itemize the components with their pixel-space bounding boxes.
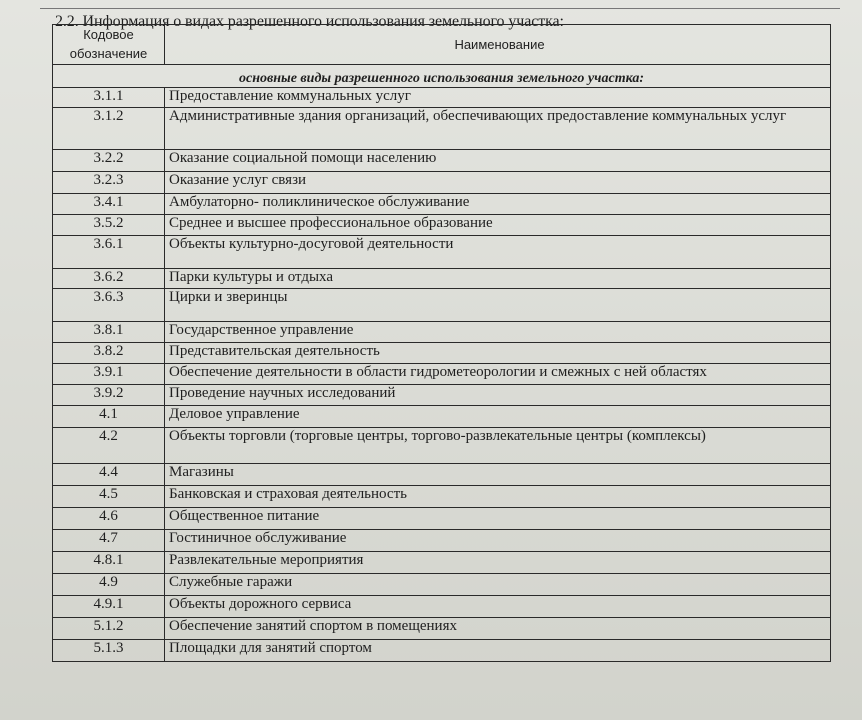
row-code: 3.9.1	[53, 364, 165, 385]
table-row	[53, 108, 831, 150]
row-name: Магазины	[165, 464, 831, 486]
row-code: 3.1.1	[53, 88, 165, 108]
column-header-name: Наименование	[165, 25, 831, 65]
row-name: Служебные гаражи	[165, 574, 831, 596]
table-row	[53, 385, 831, 406]
row-code: 3.5.2	[53, 215, 165, 236]
row-name: Административные здания организаций, обеспечивающих предоставление коммунальных услуг	[165, 108, 831, 150]
row-name: Объекты дорожного сервиса	[165, 596, 831, 618]
table-row	[53, 172, 831, 194]
row-code: 3.8.2	[53, 343, 165, 364]
table-row	[53, 343, 831, 364]
row-code: 4.2	[53, 428, 165, 464]
table-header-row	[53, 25, 831, 65]
row-name: Парки культуры и отдыха	[165, 269, 831, 289]
row-name: Гостиничное обслуживание	[165, 530, 831, 552]
row-code: 3.4.1	[53, 194, 165, 215]
row-code: 4.7	[53, 530, 165, 552]
row-code: 4.9.1	[53, 596, 165, 618]
table-row	[53, 618, 831, 640]
table-row	[53, 486, 831, 508]
row-name: Представительская деятельность	[165, 343, 831, 364]
table-row	[53, 215, 831, 236]
row-name: Общественное питание	[165, 508, 831, 530]
row-name: Среднее и высшее профессиональное образование	[165, 215, 831, 236]
row-name: Банковская и страховая деятельность	[165, 486, 831, 508]
row-name: Оказание социальной помощи населению	[165, 150, 831, 172]
table-row	[53, 322, 831, 343]
table-row	[53, 552, 831, 574]
table-row	[53, 88, 831, 108]
row-code: 3.8.1	[53, 322, 165, 343]
table-row	[53, 530, 831, 552]
row-code: 3.9.2	[53, 385, 165, 406]
table-row	[53, 508, 831, 530]
row-name: Развлекательные мероприятия	[165, 552, 831, 574]
table-row	[53, 640, 831, 662]
row-name: Деловое управление	[165, 406, 831, 428]
row-code: 5.1.2	[53, 618, 165, 640]
row-code: 3.2.2	[53, 150, 165, 172]
table-row	[53, 236, 831, 269]
row-code: 3.1.2	[53, 108, 165, 150]
row-code: 4.6	[53, 508, 165, 530]
section-title: основные виды разрешенного использования земельного участка:	[53, 65, 831, 88]
top-divider	[40, 8, 840, 9]
row-code: 4.1	[53, 406, 165, 428]
table-row	[53, 150, 831, 172]
table-row	[53, 428, 831, 464]
row-name: Площадки для занятий спортом	[165, 640, 831, 662]
row-code: 3.6.2	[53, 269, 165, 289]
table-row	[53, 364, 831, 385]
row-name: Объекты торговли (торговые центры, торгово-развлекательные центры (комплексы)	[165, 428, 831, 464]
column-header-code: Кодовое обозначение	[53, 25, 165, 65]
row-name: Амбулаторно- поликлиническое обслуживание	[165, 194, 831, 215]
table-row	[53, 289, 831, 322]
row-name: Цирки и зверинцы	[165, 289, 831, 322]
row-code: 4.9	[53, 574, 165, 596]
table-row	[53, 574, 831, 596]
land-use-table	[52, 24, 831, 662]
table-row	[53, 269, 831, 289]
table-row	[53, 194, 831, 215]
row-name: Предоставление коммунальных услуг	[165, 88, 831, 108]
row-code: 3.6.1	[53, 236, 165, 269]
row-code: 4.4	[53, 464, 165, 486]
row-name: Объекты культурно-досуговой деятельности	[165, 236, 831, 269]
row-name: Оказание услуг связи	[165, 172, 831, 194]
row-name: Государственное управление	[165, 322, 831, 343]
row-code: 4.5	[53, 486, 165, 508]
row-code: 3.6.3	[53, 289, 165, 322]
table-row	[53, 596, 831, 618]
row-code: 5.1.3	[53, 640, 165, 662]
table-row	[53, 464, 831, 486]
row-code: 4.8.1	[53, 552, 165, 574]
row-code: 3.2.3	[53, 172, 165, 194]
row-name: Обеспечение деятельности в области гидрометеорологии и смежных с ней областях	[165, 364, 831, 385]
section-heading: 2.2. Информация о видах разрешенного использования земельного участка:	[55, 13, 564, 30]
section-row	[53, 65, 831, 88]
table-row	[53, 406, 831, 428]
row-name: Проведение научных исследований	[165, 385, 831, 406]
row-name: Обеспечение занятий спортом в помещениях	[165, 618, 831, 640]
